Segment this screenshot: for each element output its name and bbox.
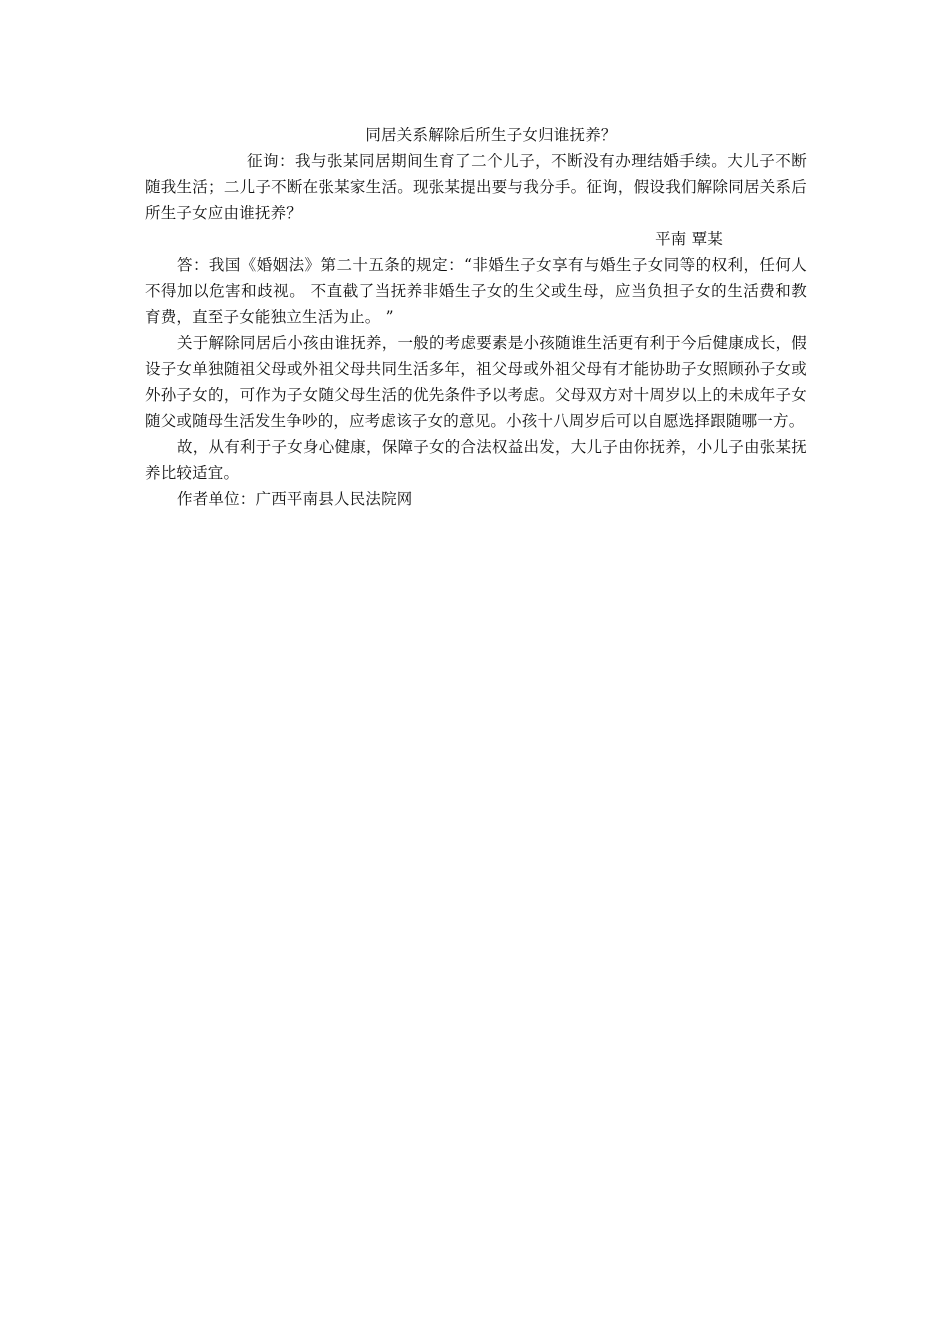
answer-paragraph-1: 答：我国《婚姻法》第二十五条的规定：“非婚生子女享有与婚生子女同等的权利，任何人不得加以危害和歧视。 不直截了当抚养非婚生子女的生父或生母，应当负担子女的生活费和教育费，直至子女能独立生活为止。 ”	[145, 256, 807, 326]
document-title: 同居关系解除后所生子女归谁抚养？	[365, 126, 617, 144]
document-body	[145, 122, 807, 512]
answer-paragraph-3: 故，从有利于子女身心健康，保障子女的合法权益出发，大儿子由你抚养，小儿子由张某抚养比较适宜。	[145, 438, 807, 482]
answer-paragraph-2: 关于解除同居后小孩由谁抚养，一般的考虑要素是小孩随谁生活更有利于今后健康成长，假设子女单独随祖父母或外祖父母共同生活多年，祖父母或外祖父母有才能协助子女照顾孙子女或外孙子女的，可作为子女随父母生活的优先条件予以考虑。父母双方对十周岁以上的未成年子女随父或随母生活发生争吵的，应考虑该子女的意见。小孩十八周岁后可以自愿选择跟随哪一方。	[145, 334, 807, 430]
author-line: 作者单位：广西平南县人民法院网	[177, 490, 413, 508]
question-paragraph: 征询：我与张某同居期间生育了二个儿子，不断没有办理结婚手续。大儿子不断随我生活；二儿子不断在张某家生活。现张某提出要与我分手。征询，假设我们解除同居关系后所生子女应由谁抚养？	[145, 152, 807, 222]
signature-line: 平南 覃某	[655, 230, 723, 248]
